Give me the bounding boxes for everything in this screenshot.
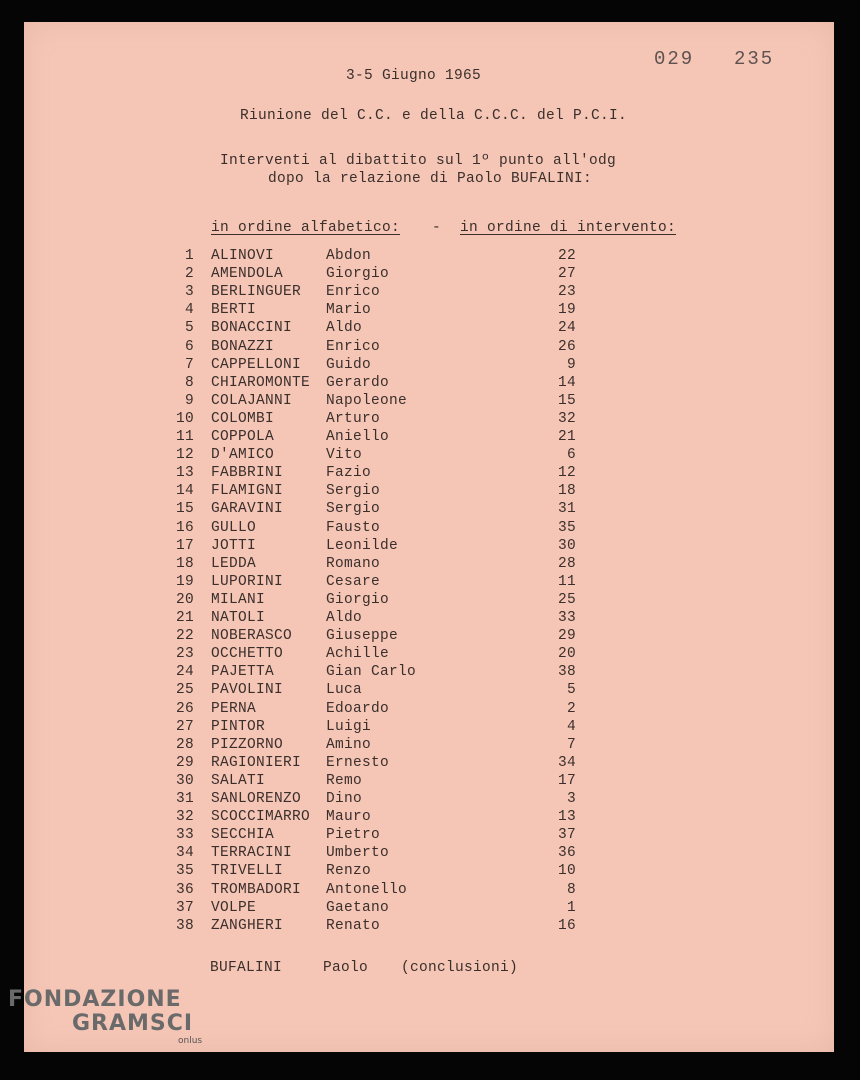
speaker-intervention-order: 25 (557, 591, 576, 608)
speaker-row (24, 411, 834, 429)
speaker-first-name: Cesare (326, 573, 381, 590)
speaker-number: 3 (184, 284, 194, 301)
speaker-surname: RAGIONIERI (211, 754, 302, 771)
speaker-number: 22 (175, 628, 194, 645)
speaker-number: 17 (175, 537, 194, 554)
speaker-surname: TROMBADORI (211, 881, 302, 898)
speaker-row (24, 701, 834, 719)
speaker-number: 14 (175, 483, 194, 500)
speaker-surname: FLAMIGNI (211, 483, 284, 500)
speaker-surname: BONAZZI (211, 338, 275, 355)
speaker-row (24, 900, 834, 918)
speaker-number: 23 (175, 646, 194, 663)
speaker-intervention-order: 12 (557, 465, 576, 482)
speaker-first-name: Enrico (326, 338, 381, 355)
speaker-intervention-order: 32 (557, 410, 576, 427)
speaker-number: 5 (184, 320, 194, 337)
speaker-surname: NATOLI (211, 610, 266, 626)
speaker-surname: OCCHETTO (211, 646, 284, 663)
speaker-number: 4 (184, 302, 194, 319)
column-header-alphabetical: in ordine alfabetico: (211, 220, 401, 236)
speaker-number: 25 (175, 682, 194, 699)
speaker-intervention-order: 16 (557, 917, 576, 934)
speaker-surname: PERNA (211, 700, 257, 717)
speaker-intervention-order: 15 (557, 392, 576, 409)
speaker-intervention-order: 2 (566, 700, 576, 717)
speaker-row (24, 429, 834, 447)
speaker-number: 6 (184, 338, 194, 355)
speaker-number: 21 (175, 610, 194, 626)
speaker-surname: TERRACINI (211, 845, 293, 862)
speaker-surname: FABBRINI (211, 465, 284, 482)
speaker-intervention-order: 14 (557, 374, 576, 391)
speaker-number: 32 (175, 809, 194, 826)
speaker-row (24, 538, 834, 556)
speaker-intervention-order: 31 (557, 501, 576, 518)
speaker-row (24, 302, 834, 320)
speaker-number: 1 (184, 248, 194, 264)
speaker-first-name: Pietro (326, 827, 381, 844)
speaker-surname: COLAJANNI (211, 392, 293, 409)
speaker-number: 38 (175, 917, 194, 934)
fondazione-gramsci-watermark (8, 988, 202, 1046)
speaker-row (24, 266, 834, 284)
speaker-intervention-order: 11 (557, 573, 576, 590)
speaker-row (24, 719, 834, 737)
speaker-number: 29 (175, 754, 194, 771)
speaker-surname: NOBERASCO (211, 628, 293, 645)
speaker-first-name: Dino (326, 791, 363, 807)
meeting-title: Riunione del C.C. e della C.C.C. del P.C.I. (240, 108, 628, 124)
speaker-first-name: Enrico (326, 284, 381, 301)
speaker-row (24, 483, 834, 501)
speaker-row (24, 465, 834, 483)
speaker-intervention-order: 9 (566, 356, 576, 373)
speaker-row (24, 628, 834, 646)
speaker-surname: SALATI (211, 772, 266, 789)
speaker-first-name: Gerardo (326, 374, 390, 391)
speaker-number: 12 (175, 447, 194, 464)
speaker-intervention-order: 35 (557, 519, 576, 536)
speaker-surname: CHIAROMONTE (211, 374, 311, 391)
speaker-number: 15 (175, 501, 194, 518)
speaker-intervention-order: 3 (566, 791, 576, 807)
speaker-row (24, 248, 834, 266)
speaker-number: 10 (175, 410, 194, 427)
speaker-row (24, 339, 834, 357)
speaker-number: 18 (175, 555, 194, 572)
speaker-number: 34 (175, 845, 194, 862)
speaker-first-name: Antonello (326, 881, 408, 898)
speaker-intervention-order: 17 (557, 772, 576, 789)
speaker-first-name: Luigi (326, 718, 372, 735)
speaker-surname: VOLPE (211, 899, 257, 916)
archive-number-1: 029 (654, 48, 695, 70)
speaker-number: 27 (175, 718, 194, 735)
speaker-surname: ZANGHERI (211, 917, 284, 934)
speaker-first-name: Napoleone (326, 392, 408, 409)
speaker-number: 19 (175, 573, 194, 590)
speaker-row (24, 773, 834, 791)
speaker-number: 36 (175, 881, 194, 898)
speaker-intervention-order: 34 (557, 754, 576, 771)
speaker-surname: TRIVELLI (211, 863, 284, 880)
speaker-row (24, 918, 834, 936)
speaker-row (24, 393, 834, 411)
speaker-surname: PAVOLINI (211, 682, 284, 699)
speaker-surname: BERTI (211, 302, 257, 319)
speaker-surname: ALINOVI (211, 248, 275, 264)
speaker-intervention-order: 5 (566, 682, 576, 699)
speaker-surname: LUPORINI (211, 573, 284, 590)
speaker-intervention-order: 36 (557, 845, 576, 862)
speaker-first-name: Giuseppe (326, 628, 399, 645)
speaker-number: 2 (184, 266, 194, 283)
speaker-surname: BERLINGUER (211, 284, 302, 301)
speaker-first-name: Romano (326, 555, 381, 572)
speaker-first-name: Aldo (326, 320, 363, 337)
speaker-surname: COPPOLA (211, 429, 275, 445)
speaker-first-name: Renzo (326, 863, 372, 880)
speaker-surname: D'AMICO (211, 447, 275, 464)
speaker-first-name: Vito (326, 447, 363, 464)
speaker-row (24, 610, 834, 628)
speaker-intervention-order: 8 (566, 881, 576, 898)
watermark-line-1: FONDAZIONE (8, 987, 182, 1012)
speaker-first-name: Guido (326, 356, 372, 373)
speaker-row (24, 845, 834, 863)
speaker-row (24, 755, 834, 773)
speaker-intervention-order: 24 (557, 320, 576, 337)
speaker-row (24, 791, 834, 809)
speaker-intervention-order: 20 (557, 646, 576, 663)
speaker-intervention-order: 23 (557, 284, 576, 301)
speaker-surname: LEDDA (211, 555, 257, 572)
speaker-first-name: Fausto (326, 519, 381, 536)
speaker-row (24, 827, 834, 845)
watermark-line-3: onlus (178, 1036, 203, 1046)
speaker-intervention-order: 13 (557, 809, 576, 826)
speaker-row (24, 809, 834, 827)
speaker-row (24, 882, 834, 900)
speaker-number: 24 (175, 664, 194, 681)
speaker-number: 8 (184, 374, 194, 391)
speaker-intervention-order: 30 (557, 537, 576, 554)
closing-surname: BUFALINI (210, 960, 283, 976)
speaker-intervention-order: 19 (557, 302, 576, 319)
speaker-row (24, 863, 834, 881)
speaker-first-name: Gian Carlo (326, 664, 417, 681)
speaker-surname: SECCHIA (211, 827, 275, 844)
speaker-surname: PIZZORNO (211, 736, 284, 753)
subject-line-2: dopo la relazione di Paolo BUFALINI: (268, 171, 593, 187)
speaker-first-name: Giorgio (326, 266, 390, 283)
speaker-intervention-order: 38 (557, 664, 576, 681)
speaker-number: 35 (175, 863, 194, 880)
speaker-surname: CAPPELLONI (211, 356, 302, 373)
speaker-intervention-order: 4 (566, 718, 576, 735)
speaker-row (24, 520, 834, 538)
speaker-first-name: Leonilde (326, 537, 399, 554)
speaker-number: 30 (175, 772, 194, 789)
speaker-intervention-order: 29 (557, 628, 576, 645)
speaker-row (24, 501, 834, 519)
speaker-surname: GULLO (211, 519, 257, 536)
speaker-first-name: Luca (326, 682, 363, 699)
speaker-surname: BONACCINI (211, 320, 293, 337)
speaker-first-name: Renato (326, 917, 381, 934)
speaker-intervention-order: 26 (557, 338, 576, 355)
speaker-first-name: Mauro (326, 809, 372, 826)
speaker-first-name: Fazio (326, 465, 372, 482)
speaker-intervention-order: 27 (557, 266, 576, 283)
speaker-first-name: Arturo (326, 410, 381, 427)
column-header-dash: - (432, 220, 442, 236)
speaker-number: 11 (175, 429, 194, 445)
speaker-row (24, 646, 834, 664)
speaker-row (24, 556, 834, 574)
speaker-number: 13 (175, 465, 194, 482)
speaker-intervention-order: 28 (557, 555, 576, 572)
speaker-surname: MILANI (211, 591, 266, 608)
column-header-intervention: in ordine di intervento: (460, 220, 677, 236)
speaker-first-name: Ernesto (326, 754, 390, 771)
document-page (24, 22, 834, 1052)
speaker-surname: SCOCCIMARRO (211, 809, 311, 826)
speaker-surname: JOTTI (211, 537, 257, 554)
speaker-first-name: Amino (326, 736, 372, 753)
archive-number-2: 235 (734, 48, 775, 70)
subject-line-1: Interventi al dibattito sul 1º punto all'odg (220, 153, 617, 169)
watermark-line-2: GRAMSCI (72, 1011, 194, 1036)
speaker-first-name: Aldo (326, 610, 363, 626)
speaker-first-name: Umberto (326, 845, 390, 862)
speaker-number: 7 (184, 356, 194, 373)
speaker-first-name: Aniello (326, 429, 390, 445)
speaker-row (24, 682, 834, 700)
speaker-row (24, 375, 834, 393)
speaker-intervention-order: 10 (557, 863, 576, 880)
speaker-row (24, 284, 834, 302)
speaker-first-name: Sergio (326, 483, 381, 500)
speaker-first-name: Gaetano (326, 899, 390, 916)
speaker-surname: GARAVINI (211, 501, 284, 518)
speaker-intervention-order: 18 (557, 483, 576, 500)
speaker-surname: PAJETTA (211, 664, 275, 681)
speaker-number: 31 (175, 791, 194, 807)
speaker-first-name: Edoardo (326, 700, 390, 717)
closing-note: (conclusioni) (401, 960, 519, 976)
speaker-row (24, 447, 834, 465)
speaker-intervention-order: 6 (566, 447, 576, 464)
speaker-row (24, 737, 834, 755)
speaker-first-name: Mario (326, 302, 372, 319)
speaker-intervention-order: 37 (557, 827, 576, 844)
speaker-number: 16 (175, 519, 194, 536)
speaker-first-name: Giorgio (326, 591, 390, 608)
speaker-surname: PINTOR (211, 718, 266, 735)
speaker-intervention-order: 1 (566, 899, 576, 916)
speaker-surname: SANLORENZO (211, 791, 302, 807)
speaker-row (24, 592, 834, 610)
speaker-intervention-order: 33 (557, 610, 576, 626)
speaker-intervention-order: 7 (566, 736, 576, 753)
speaker-surname: AMENDOLA (211, 266, 284, 283)
speaker-number: 26 (175, 700, 194, 717)
speaker-number: 28 (175, 736, 194, 753)
speaker-row (24, 320, 834, 338)
speaker-first-name: Sergio (326, 501, 381, 518)
speaker-first-name: Remo (326, 772, 363, 789)
speaker-number: 33 (175, 827, 194, 844)
speaker-row (24, 574, 834, 592)
speaker-row (24, 664, 834, 682)
speaker-number: 20 (175, 591, 194, 608)
closing-name: Paolo (323, 960, 369, 976)
speaker-surname: COLOMBI (211, 410, 275, 427)
document-date: 3-5 Giugno 1965 (346, 68, 482, 84)
speaker-first-name: Achille (326, 646, 390, 663)
speaker-first-name: Abdon (326, 248, 372, 264)
speaker-row (24, 357, 834, 375)
speaker-intervention-order: 22 (557, 248, 576, 264)
speaker-number: 9 (184, 392, 194, 409)
speaker-number: 37 (175, 899, 194, 916)
speaker-intervention-order: 21 (557, 429, 576, 445)
